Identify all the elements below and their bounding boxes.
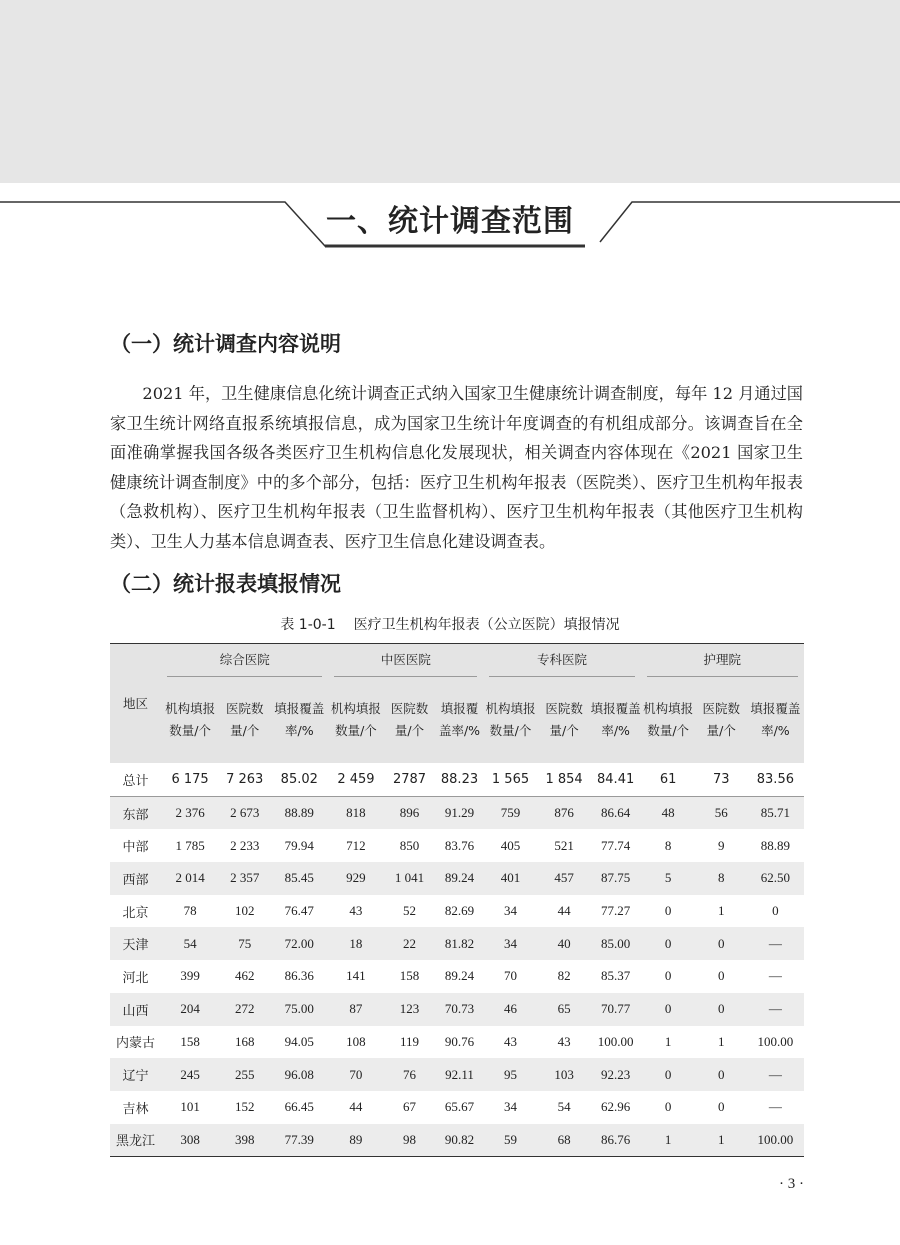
value-cell: — [747,993,804,1026]
value-cell: 92.11 [436,1058,484,1091]
intro-paragraph: 2021 年，卫生健康信息化统计调查正式纳入国家卫生健康统计调查制度，每年 12 月通过国家卫生统计网络直报系统填报信息，成为国家卫生统计年度调查的有机组成部分。该调查旨在全面准确掌握我国各级各类医疗卫生机构信息化发展现状，相关调查内容体现在《2021 国家卫生健康统计调查制度》中的多个部分，包括：医疗卫生机构年报表（医院类）、医疗卫生机构年报表（急救机构）、医疗卫生机构年报表（卫生监督机构）、医疗卫生机构年报表（其他医疗卫生机构类）、卫生人力基本信息调查表、医疗卫生信息化建设调查表。 [110,384,803,551]
value-cell: 43 [504,1033,518,1049]
group-header-tcm: 中医医院 [328,644,483,678]
table-row [110,993,804,1026]
value-cell: 76 [383,1058,435,1091]
value-cell: 462 [234,968,255,984]
value-cell: 2 014 [161,862,219,895]
value-cell: 0 [696,1058,747,1091]
value-cell: 759 [483,796,537,829]
value-cell: 101 [180,1099,200,1115]
table-caption-number: 表 1-0-1 [280,617,336,633]
value-cell: 0 [641,993,696,1026]
group-header-specialty: 专科医院 [483,644,640,678]
subheader: 填报覆盖率/% [436,677,484,763]
table-caption [0,614,900,636]
value-cell: 123 [383,993,435,1026]
value-cell: 48 [641,796,696,829]
group-header-general: 综合医院 [161,644,328,678]
value-cell: 46 [483,993,537,1026]
value-cell: 929 [328,862,383,895]
value-cell: 22 [383,927,435,960]
value-cell: 34 [483,927,537,960]
value-cell: 77.27 [601,903,631,919]
region-cell: 北京 [122,905,149,921]
value-cell: 52 [403,903,416,919]
value-cell: 0 [664,1099,672,1115]
value-cell: 2 357 [219,862,270,895]
region-cell: 总计 [110,763,161,796]
value-cell: 405 [500,837,521,853]
value-cell: 204 [161,993,219,1026]
value-cell: 43 [557,1033,571,1049]
value-cell: 82.69 [444,903,475,919]
value-cell: 70.77 [591,993,641,1026]
value-cell: 1 [664,1033,672,1049]
region-cell: 辽宁 [110,1058,161,1091]
table-row [110,1091,804,1124]
value-cell: 34 [504,1099,518,1115]
value-cell: 98 [383,1124,435,1157]
value-cell: 0 [696,927,747,960]
hospital-report-table [110,643,804,1157]
value-cell: 67 [403,1099,416,1115]
value-cell: 1 785 [175,837,205,853]
value-cell: 521 [554,837,574,853]
value-cell: 65 [538,993,591,1026]
value-cell: 34 [504,903,518,919]
value-cell: 76.47 [284,903,314,919]
value-cell: 54 [161,927,219,960]
value-cell: 100.00 [757,1033,794,1049]
value-cell: 83.76 [444,837,475,853]
value-cell: 1 [717,903,725,919]
subheader: 填报覆盖率/% [747,677,804,763]
chapter-title: 一、统计调查范围 [326,204,574,239]
value-cell: 62.50 [747,862,804,895]
value-cell: 0 [664,968,672,984]
subheader: 机构填报数量/个 [483,677,537,763]
value-cell: 90.82 [436,1124,484,1157]
value-cell: — [768,968,782,984]
value-cell: 61 [641,763,696,796]
value-cell: 0 [717,1099,725,1115]
region-cell: 中部 [122,840,149,856]
value-cell: 308 [161,1124,219,1157]
value-cell: — [747,927,804,960]
value-cell: 168 [234,1033,255,1049]
subheader: 机构填报数量/个 [328,677,383,763]
section-heading-report: （二）统计报表填报情况 [110,572,341,596]
group-header-nursing: 护理院 [641,644,804,678]
value-cell: 0 [696,993,747,1026]
value-cell: 54 [557,1099,571,1115]
value-cell: 1 565 [483,763,537,796]
region-cell: 河北 [122,970,149,986]
value-cell: 103 [538,1058,591,1091]
value-cell: 1 [717,1033,725,1049]
value-cell: 79.94 [284,837,314,853]
table-caption-title: 医疗卫生机构年报表（公立医院）填报情况 [353,617,620,633]
table-row [110,1058,804,1091]
value-cell: 85.37 [601,968,631,984]
value-cell: 399 [180,968,200,984]
value-cell: 43 [349,903,363,919]
value-cell: 87 [328,993,383,1026]
value-cell: 86.76 [591,1124,641,1157]
table-body [110,763,804,1157]
table-row [110,927,804,960]
value-cell: 100.00 [597,1033,634,1049]
value-cell: 2 673 [219,796,270,829]
value-cell: 119 [399,1033,420,1049]
value-cell: 8 [664,837,672,853]
page-number: · 3 · [779,1176,804,1192]
value-cell: 95 [483,1058,537,1091]
value-cell: 70.73 [436,993,484,1026]
subheader: 医院数量/个 [219,677,270,763]
value-cell: 89.24 [436,862,484,895]
value-cell: 141 [346,968,366,984]
value-cell: 83.56 [747,763,804,796]
value-cell: 8 [696,862,747,895]
value-cell: 2787 [383,763,435,796]
value-cell: 108 [346,1033,366,1049]
table-row [110,960,804,993]
table-row [110,1026,804,1059]
table-row [110,1124,804,1157]
value-cell: 457 [538,862,591,895]
value-cell: 712 [346,837,366,853]
value-cell: 272 [219,993,270,1026]
value-cell: 72.00 [270,927,328,960]
value-cell: — [747,1058,804,1091]
value-cell: 81.82 [436,927,484,960]
value-cell: 89 [328,1124,383,1157]
value-cell: 0 [717,968,725,984]
value-cell: 94.05 [284,1033,314,1049]
value-cell: 85.02 [270,763,328,796]
value-cell: 91.29 [436,796,484,829]
value-cell: 18 [328,927,383,960]
value-cell: 158 [399,968,420,984]
value-cell: 9 [717,837,725,853]
table-row [110,796,804,829]
value-cell: 86.36 [284,968,314,984]
value-cell: 2 459 [328,763,383,796]
value-cell: 0 [641,1058,696,1091]
value-cell: 87.75 [591,862,641,895]
top-gray-band [0,0,900,183]
value-cell: 56 [696,796,747,829]
region-cell: 吉林 [122,1101,149,1117]
value-cell: 40 [538,927,591,960]
subheader: 填报覆盖率/% [270,677,328,763]
value-cell: 876 [538,796,591,829]
value-cell: 96.08 [270,1058,328,1091]
value-cell: 255 [219,1058,270,1091]
region-cell: 黑龙江 [110,1124,161,1157]
value-cell: 102 [234,903,255,919]
region-cell: 西部 [110,862,161,895]
subheader: 医院数量/个 [383,677,435,763]
table-row [110,895,804,928]
value-cell: 88.89 [760,837,790,853]
value-cell: 100.00 [747,1124,804,1157]
table-row [110,862,804,895]
value-cell: 1 041 [383,862,435,895]
table-row [110,763,804,796]
value-cell: 1 [696,1124,747,1157]
value-cell: 0 [664,903,672,919]
value-cell: 84.41 [591,763,641,796]
value-cell: 59 [483,1124,537,1157]
value-cell: 92.23 [591,1058,641,1091]
region-cell: 天津 [110,927,161,960]
value-cell: 77.39 [270,1124,328,1157]
value-cell: — [768,1099,782,1115]
value-cell: 7 263 [219,763,270,796]
value-cell: 2 376 [161,796,219,829]
value-cell: 398 [219,1124,270,1157]
value-cell: 88.89 [270,796,328,829]
value-cell: 896 [383,796,435,829]
value-cell: 70 [504,968,518,984]
value-cell: 152 [234,1099,255,1115]
table-row [110,829,804,862]
value-cell: 44 [557,903,571,919]
value-cell: 158 [180,1033,200,1049]
value-cell: 90.76 [444,1033,475,1049]
subheader: 机构填报数量/个 [161,677,219,763]
region-cell: 东部 [110,796,161,829]
value-cell: 89.24 [444,968,475,984]
value-cell: 245 [161,1058,219,1091]
value-cell: 70 [328,1058,383,1091]
subheader: 医院数量/个 [696,677,747,763]
value-cell: 2 233 [230,837,260,853]
value-cell: 68 [538,1124,591,1157]
value-cell: 1 854 [538,763,591,796]
value-cell: 78 [183,903,197,919]
region-cell: 内蒙古 [116,1036,156,1052]
value-cell: 5 [641,862,696,895]
value-cell: 0 [641,927,696,960]
value-cell: 77.74 [601,837,631,853]
value-cell: 1 [641,1124,696,1157]
value-cell: 66.45 [284,1099,314,1115]
subheader: 机构填报数量/个 [641,677,696,763]
region-header: 地区 [110,644,161,764]
value-cell: 85.71 [747,796,804,829]
subheader: 填报覆盖率/% [591,677,641,763]
value-cell: 818 [328,796,383,829]
value-cell: 82 [557,968,571,984]
value-cell: 86.64 [591,796,641,829]
value-cell: 88.23 [436,763,484,796]
value-cell: 85.45 [270,862,328,895]
value-cell: 401 [483,862,537,895]
value-cell: 0 [772,903,779,919]
value-cell: 62.96 [601,1099,631,1115]
value-cell: 6 175 [161,763,219,796]
value-cell: 75 [219,927,270,960]
value-cell: 44 [349,1099,363,1115]
value-cell: 73 [696,763,747,796]
value-cell: 85.00 [591,927,641,960]
region-cell: 山西 [110,993,161,1026]
subheader: 医院数量/个 [538,677,591,763]
value-cell: 75.00 [270,993,328,1026]
section-heading-content: （一）统计调查内容说明 [110,332,341,356]
value-cell: 65.67 [444,1099,475,1115]
value-cell: 850 [399,837,420,853]
